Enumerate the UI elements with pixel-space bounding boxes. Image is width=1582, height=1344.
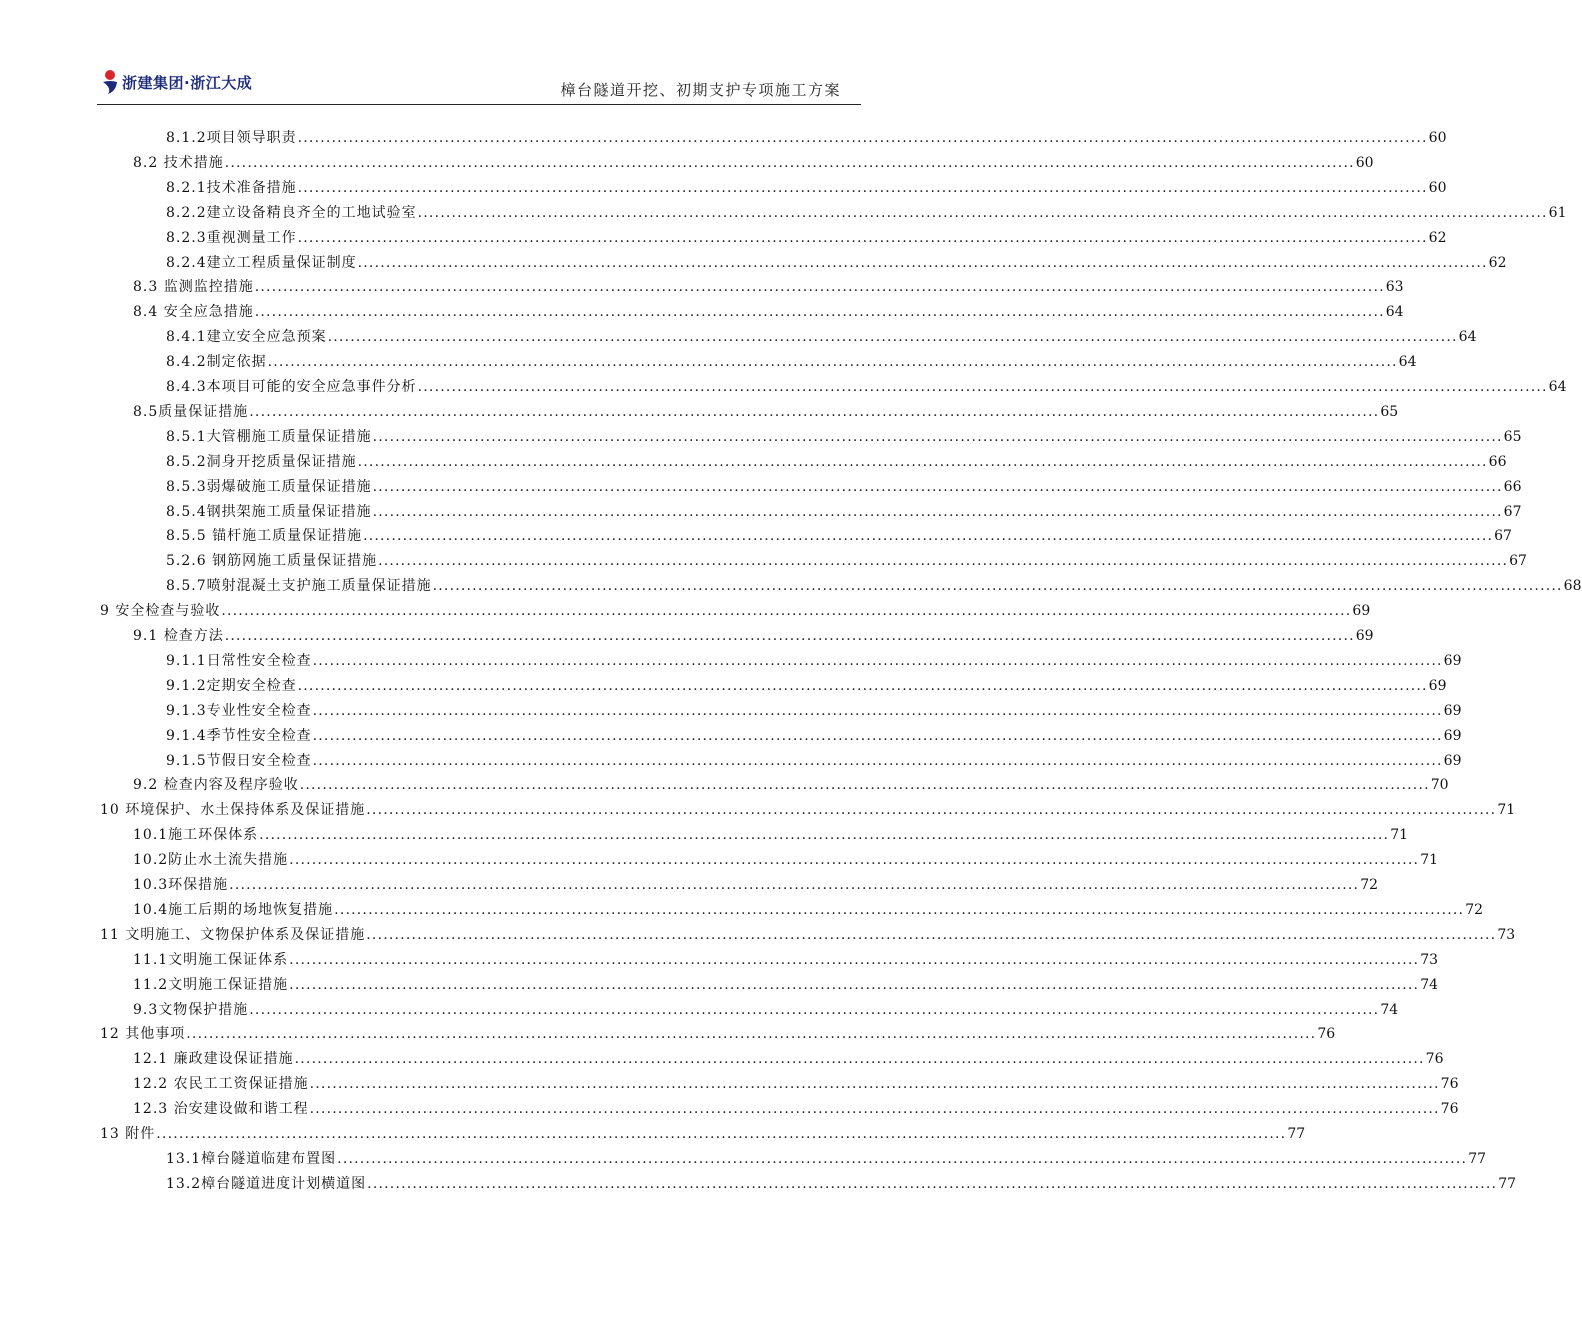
toc-entry-page: 70 xyxy=(1430,777,1449,794)
toc-entry-page: 76 xyxy=(1440,1076,1459,1093)
toc-dot-leader: ........................................................................................................................................................................................................ xyxy=(363,528,1494,545)
toc-entry[interactable] xyxy=(133,1072,1459,1096)
toc-entry-page: 69 xyxy=(1443,752,1462,769)
toc-entry[interactable] xyxy=(166,350,1417,374)
toc-dot-leader: ........................................................................................................................................................................................................ xyxy=(432,578,1563,595)
toc-entry-label: 9.1.1日常性安全检查 xyxy=(166,652,312,669)
toc-dot-leader: ........................................................................................................................................................................................................ xyxy=(254,279,1385,296)
toc-entry[interactable] xyxy=(133,300,1404,324)
toc-entry-page: 64 xyxy=(1548,379,1567,395)
toc-dot-leader: ........................................................................................................................................................................................................ xyxy=(156,1126,1287,1142)
toc-entry-page: 69 xyxy=(1443,702,1462,719)
zhejian-group-logo-icon xyxy=(101,69,119,95)
toc-entry[interactable] xyxy=(133,275,1404,299)
toc-dot-leader: ........................................................................................................................................................................................................ xyxy=(334,901,1465,918)
toc-dot-leader: ........................................................................................................................................................................................................ xyxy=(312,752,1443,769)
toc-dot-leader: ........................................................................................................................................................................................................ xyxy=(367,1175,1498,1192)
toc-entry[interactable] xyxy=(133,898,1484,922)
toc-entry[interactable] xyxy=(166,749,1462,773)
toc-entry-label: 9.1.2定期安全检查 xyxy=(166,677,297,694)
toc-dot-leader: ........................................................................................................................................................................................................ xyxy=(337,1150,1468,1167)
toc-entry-page: 74 xyxy=(1380,1001,1399,1018)
toc-entry-label: 9.1.3专业性安全检查 xyxy=(166,702,312,719)
toc-entry-label: 9 安全检查与验收 xyxy=(100,603,221,620)
toc-entry-label: 10.2防止水土流失措施 xyxy=(133,852,289,869)
toc-entry[interactable] xyxy=(133,773,1449,797)
toc-entry-page: 73 xyxy=(1497,926,1516,943)
toc-entry-label: 8.2 技术措施 xyxy=(133,154,224,171)
toc-entry-label: 8.1.2项目领导职责 xyxy=(166,130,297,146)
toc-entry[interactable] xyxy=(133,973,1439,997)
toc-dot-leader: ........................................................................................................................................................................................................ xyxy=(366,802,1497,819)
toc-entry-label: 13.1樟台隧道临建布置图 xyxy=(166,1150,337,1167)
toc-entry-label: 8.2.3重视测量工作 xyxy=(166,229,297,246)
toc-entry[interactable] xyxy=(133,1047,1444,1071)
toc-entry-label: 8.2.4建立工程质量保证制度 xyxy=(166,254,357,271)
toc-entry[interactable] xyxy=(133,848,1439,872)
toc-dot-leader: ........................................................................................................................................................................................................ xyxy=(267,354,1398,371)
toc-entry-label: 8.4.3本项目可能的安全应急事件分析 xyxy=(166,379,417,395)
toc-entry[interactable] xyxy=(133,873,1379,897)
toc-dot-leader: ........................................................................................................................................................................................................ xyxy=(229,877,1360,893)
toc-entry-label: 8.5.5 锚杆施工质量保证措施 xyxy=(166,528,363,545)
toc-entry-label: 12.1 廉政建设保证措施 xyxy=(133,1051,294,1068)
toc-entry[interactable] xyxy=(166,475,1522,499)
toc-entry-page: 76 xyxy=(1440,1101,1459,1118)
toc-entry[interactable] xyxy=(166,649,1462,673)
toc-entry-label: 11 文明施工、文物保护体系及保证措施 xyxy=(100,926,366,943)
toc-entry-page: 72 xyxy=(1465,901,1484,918)
toc-dot-leader: ........................................................................................................................................................................................................ xyxy=(224,628,1355,644)
toc-entry-page: 69 xyxy=(1355,628,1374,644)
toc-entry-page: 67 xyxy=(1509,553,1527,570)
toc-dot-leader: ........................................................................................................................................................................................................ xyxy=(259,827,1390,844)
toc-entry[interactable] xyxy=(133,1097,1459,1121)
toc-entry-label: 9.1.5节假日安全检查 xyxy=(166,752,312,769)
toc-dot-leader: ........................................................................................................................................................................................................ xyxy=(221,603,1352,620)
toc-entry-page: 71 xyxy=(1497,802,1516,819)
toc-entry[interactable] xyxy=(166,574,1582,598)
company-logo xyxy=(101,68,252,96)
toc-entry-label: 12.2 农民工工资保证措施 xyxy=(133,1076,309,1093)
toc-entry-page: 71 xyxy=(1390,827,1409,844)
toc-entry-label: 8.5.7喷射混凝土支护施工质量保证措施 xyxy=(166,578,432,595)
toc-entry-page: 62 xyxy=(1428,229,1447,246)
toc-entry-page: 76 xyxy=(1317,1026,1336,1043)
toc-dot-leader: ........................................................................................................................................................................................................ xyxy=(297,130,1428,146)
toc-entry-label: 9.3文物保护措施 xyxy=(133,1001,249,1018)
toc-entry-label: 8.2.1技术准备措施 xyxy=(166,179,297,196)
document-title: 樟台隧道开挖、初期支护专项施工方案 xyxy=(560,81,841,99)
toc-entry-page: 66 xyxy=(1503,478,1522,495)
toc-entry-label: 8.5.1大管棚施工质量保证措施 xyxy=(166,428,372,445)
toc-entry-label: 12 其他事项 xyxy=(100,1026,186,1043)
toc-dot-leader: ........................................................................................................................................................................................................ xyxy=(186,1026,1317,1043)
toc-entry[interactable] xyxy=(166,201,1567,225)
toc-entry-label: 9.2 检查内容及程序验收 xyxy=(133,777,299,794)
toc-entry-page: 66 xyxy=(1488,453,1507,470)
toc-entry-page: 74 xyxy=(1420,976,1439,993)
toc-dot-leader: ........................................................................................................................................................................................................ xyxy=(357,453,1488,470)
toc-dot-leader: ........................................................................................................................................................................................................ xyxy=(297,179,1428,196)
toc-dot-leader: ........................................................................................................................................................................................................ xyxy=(297,229,1428,246)
toc-dot-leader: ........................................................................................................................................................................................................ xyxy=(299,777,1430,794)
toc-dot-leader: ........................................................................................................................................................................................................ xyxy=(372,503,1503,520)
toc-entry[interactable] xyxy=(133,948,1439,972)
toc-entry-label: 13.2樟台隧道进度计划横道图 xyxy=(166,1175,367,1192)
toc-entry-label: 8.4.2制定依据 xyxy=(166,354,267,371)
toc-dot-leader: ........................................................................................................................................................................................................ xyxy=(289,976,1420,993)
toc-entry-page: 67 xyxy=(1494,528,1512,545)
toc-entry[interactable] xyxy=(166,524,1512,548)
toc-entry-page: 69 xyxy=(1443,652,1462,669)
toc-entry-label: 9.1.4季节性安全检查 xyxy=(166,727,312,744)
toc-dot-leader: ........................................................................................................................................................................................................ xyxy=(312,727,1443,744)
toc-entry[interactable] xyxy=(133,823,1409,847)
toc-entry-label: 10.1施工环保体系 xyxy=(133,827,259,844)
toc-entry-label: 13 附件 xyxy=(100,1126,156,1142)
toc-entry-label: 8.5.3弱爆破施工质量保证措施 xyxy=(166,478,372,495)
toc-entry[interactable] xyxy=(100,1022,1336,1046)
toc-entry-label: 10.3环保措施 xyxy=(133,877,229,893)
toc-entry-label: 8.5.4钢拱架施工质量保证措施 xyxy=(166,503,372,520)
toc-entry-page: 67 xyxy=(1503,503,1522,520)
toc-entry-label: 8.5质量保证措施 xyxy=(133,403,249,420)
toc-entry[interactable] xyxy=(166,226,1447,250)
toc-entry[interactable] xyxy=(166,549,1527,573)
toc-entry[interactable] xyxy=(166,126,1447,150)
toc-entry-page: 64 xyxy=(1458,329,1477,346)
toc-entry[interactable] xyxy=(166,325,1477,349)
toc-entry-page: 64 xyxy=(1398,354,1417,371)
toc-entry[interactable] xyxy=(100,798,1516,822)
toc-entry-label: 8.5.2洞身开挖质量保证措施 xyxy=(166,453,357,470)
toc-dot-leader: ........................................................................................................................................................................................................ xyxy=(254,304,1385,321)
toc-entry-label: 10.4施工后期的场地恢复措施 xyxy=(133,901,334,918)
toc-entry-page: 61 xyxy=(1548,204,1567,221)
toc-entry-page: 72 xyxy=(1360,877,1379,893)
toc-dot-leader: ........................................................................................................................................................................................................ xyxy=(224,154,1355,171)
toc-entry-page: 60 xyxy=(1428,179,1447,196)
toc-entry-label: 8.2.2建立设备精良齐全的工地试验室 xyxy=(166,204,417,221)
toc-entry-page: 77 xyxy=(1468,1150,1487,1167)
toc-entry[interactable] xyxy=(166,1147,1487,1171)
toc-entry[interactable] xyxy=(166,500,1522,524)
toc-entry-page: 71 xyxy=(1420,852,1439,869)
toc-dot-leader: ........................................................................................................................................................................................................ xyxy=(372,478,1503,495)
toc-entry[interactable] xyxy=(166,699,1462,723)
page-header xyxy=(97,64,861,105)
toc-dot-leader: ........................................................................................................................................................................................................ xyxy=(312,652,1443,669)
toc-entry[interactable] xyxy=(100,923,1516,947)
toc-dot-leader: ........................................................................................................................................................................................................ xyxy=(289,852,1420,869)
toc-entry[interactable] xyxy=(100,599,1371,623)
toc-entry-page: 62 xyxy=(1488,254,1507,271)
toc-entry-label: 11.1文明施工保证体系 xyxy=(133,951,289,968)
toc-entry-page: 69 xyxy=(1443,727,1462,744)
toc-entry-page: 65 xyxy=(1380,403,1399,420)
toc-dot-leader: ........................................................................................................................................................................................................ xyxy=(297,677,1428,694)
toc-entry[interactable] xyxy=(166,674,1447,698)
toc-dot-leader: ........................................................................................................................................................................................................ xyxy=(378,553,1509,570)
toc-entry-page: 65 xyxy=(1503,428,1522,445)
toc-entry[interactable] xyxy=(133,998,1399,1022)
toc-entry-page: 76 xyxy=(1425,1051,1444,1068)
toc-dot-leader: ........................................................................................................................................................................................................ xyxy=(309,1076,1440,1093)
toc-entry[interactable] xyxy=(166,251,1507,275)
toc-dot-leader: ........................................................................................................................................................................................................ xyxy=(312,702,1443,719)
toc-entry[interactable] xyxy=(133,624,1374,648)
toc-entry[interactable] xyxy=(166,724,1462,748)
toc-entry-page: 60 xyxy=(1355,154,1374,171)
toc-entry-page: 60 xyxy=(1428,130,1447,146)
toc-entry[interactable] xyxy=(100,1122,1306,1146)
toc-entry[interactable] xyxy=(166,425,1522,449)
toc-entry-page: 77 xyxy=(1287,1126,1306,1142)
toc-dot-leader: ........................................................................................................................................................................................................ xyxy=(372,428,1503,445)
toc-entry-page: 63 xyxy=(1385,279,1404,296)
toc-entry[interactable] xyxy=(166,1172,1517,1196)
toc-dot-leader: ........................................................................................................................................................................................................ xyxy=(366,926,1497,943)
toc-dot-leader: ........................................................................................................................................................................................................ xyxy=(417,204,1548,221)
toc-entry-label: 10 环境保护、水土保持体系及保证措施 xyxy=(100,802,366,819)
toc-entry-label: 8.4.1建立安全应急预案 xyxy=(166,329,327,346)
toc-dot-leader: ........................................................................................................................................................................................................ xyxy=(249,403,1380,420)
toc-dot-leader: ........................................................................................................................................................................................................ xyxy=(249,1001,1380,1018)
toc-entry-page: 73 xyxy=(1420,951,1439,968)
toc-entry[interactable] xyxy=(133,400,1399,424)
toc-entry[interactable] xyxy=(166,375,1567,399)
toc-dot-leader: ........................................................................................................................................................................................................ xyxy=(294,1051,1425,1068)
toc-entry-label: 11.2文明施工保证措施 xyxy=(133,976,289,993)
toc-entry-label: 8.3 监测监控措施 xyxy=(133,279,254,296)
toc-dot-leader: ........................................................................................................................................................................................................ xyxy=(327,329,1458,346)
toc-entry-label: 5.2.6 钢筋网施工质量保证措施 xyxy=(166,553,378,570)
toc-entry-page: 77 xyxy=(1498,1175,1517,1192)
toc-entry[interactable] xyxy=(166,450,1507,474)
logo-text: 浙建集团·浙江大成 xyxy=(122,73,253,92)
toc-dot-leader: ........................................................................................................................................................................................................ xyxy=(357,254,1488,271)
toc-entry-label: 8.4 安全应急措施 xyxy=(133,304,254,321)
toc-entry-label: 9.1 检查方法 xyxy=(133,628,224,644)
toc-entry-label: 12.3 治安建设做和谐工程 xyxy=(133,1101,309,1118)
toc-dot-leader: ........................................................................................................................................................................................................ xyxy=(309,1101,1440,1118)
toc-entry[interactable] xyxy=(166,176,1447,200)
toc-entry-page: 69 xyxy=(1428,677,1447,694)
toc-entry-page: 69 xyxy=(1352,603,1371,620)
toc-dot-leader: ........................................................................................................................................................................................................ xyxy=(289,951,1420,968)
toc-dot-leader: ........................................................................................................................................................................................................ xyxy=(417,379,1548,395)
toc-entry-page: 68 xyxy=(1563,578,1582,595)
toc-entry-page: 64 xyxy=(1385,304,1404,321)
toc-entry[interactable] xyxy=(133,151,1374,175)
